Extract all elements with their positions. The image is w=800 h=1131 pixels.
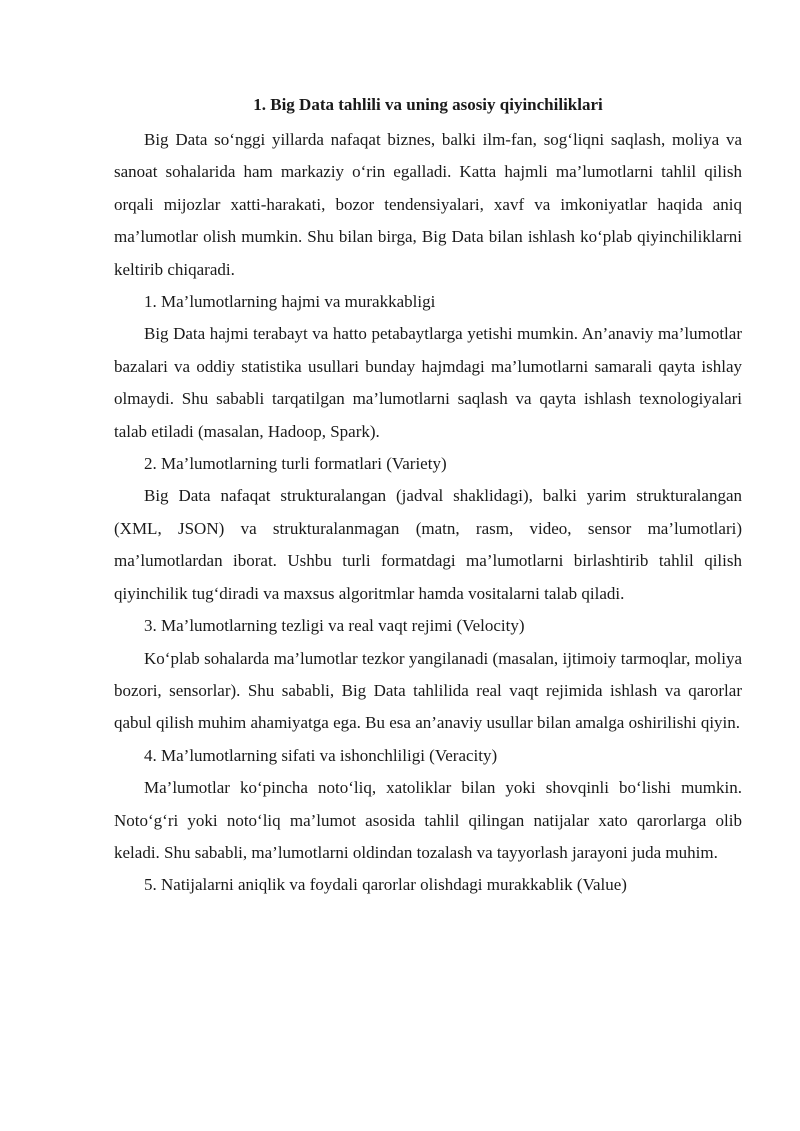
document-page [114,93,742,902]
section-1-paragraph: Big Data hajmi terabayt va hatto petabaytlarga yetishi mumkin. An’anaviy ma’lumotlar bazalari va oddiy statistika usullari bunday hajmdagi ma’lumotlarni samarali qayta ishlay olmaydi. Shu sababli tarqatilgan ma’lumotlarni saqlash va qayta ishlash texnologiyalari talab etiladi (masalan, Hadoop, Spark). [114,324,742,441]
section-4-heading: 4. Ma’lumotlarning sifati va ishonchliligi (Veracity) [144,745,498,765]
section-2-paragraph: Big Data nafaqat strukturalangan (jadval shaklidagi), balki yarim strukturalangan (XML, JSON) va strukturalanmagan (matn, rasm, video, sensor ma’lumotlari) ma’lumotlardan iborat. Ushbu turli formatdagi ma’lumotlarni birlashtirib tahlil qilish qiyinchilik tug‘diradi va maxsus algoritmlar hamda vositalarni talab qiladi. [114,486,742,603]
section-2-heading: 2. Ma’lumotlarning turli formatlari (Variety) [144,454,447,474]
section-1-heading: 1. Ma’lumotlarning hajmi va murakkabligi [144,292,436,312]
section-3-paragraph: Ko‘plab sohalarda ma’lumotlar tezkor yangilanadi (masalan, ijtimoiy tarmoqlar, moliya bozori, sensorlar). Shu sababli, Big Data tahlilida real vaqt rejimida ishlash va qarorlar qabul qilish muhim ahamiyatga ega. Bu esa an’anaviy usullar bilan amalga oshirilishi qiyin. [114,648,742,733]
section-5-heading: 5. Natijalarni aniqlik va foydali qarorlar olishdagi murakkablik (Value) [144,875,627,895]
section-3-heading: 3. Ma’lumotlarning tezligi va real vaqt rejimi (Velocity) [144,616,525,636]
intro-paragraph: Big Data so‘nggi yillarda nafaqat biznes, balki ilm-fan, sog‘liqni saqlash, moliya va sanoat sohalarida ham markaziy o‘rin egalladi. Katta hajmli ma’lumotlarni tahlil qilish orqali mijozlar xatti-harakati, bozor tendensiyalari, xavf va imkoniyatlar haqida aniq ma’lumotlar olish mumkin. Shu bilan birga, Big Data bilan ishlash ko‘plab qiyinchiliklarni keltirib chiqaradi. [114,130,742,279]
document-title: 1. Big Data tahlili va uning asosiy qiyinchiliklari [253,95,603,114]
section-4-paragraph: Ma’lumotlar ko‘pincha noto‘liq, xatoliklar bilan yoki shovqinli bo‘lishi mumkin. Noto‘g‘ri yoki noto‘liq ma’lumot asosida tahlil qilingan natijalar xato qarorlarga olib keladi. Shu sababli, ma’lumotlarni oldindan tozalash va tayyorlash jarayoni juda muhim. [114,778,742,862]
